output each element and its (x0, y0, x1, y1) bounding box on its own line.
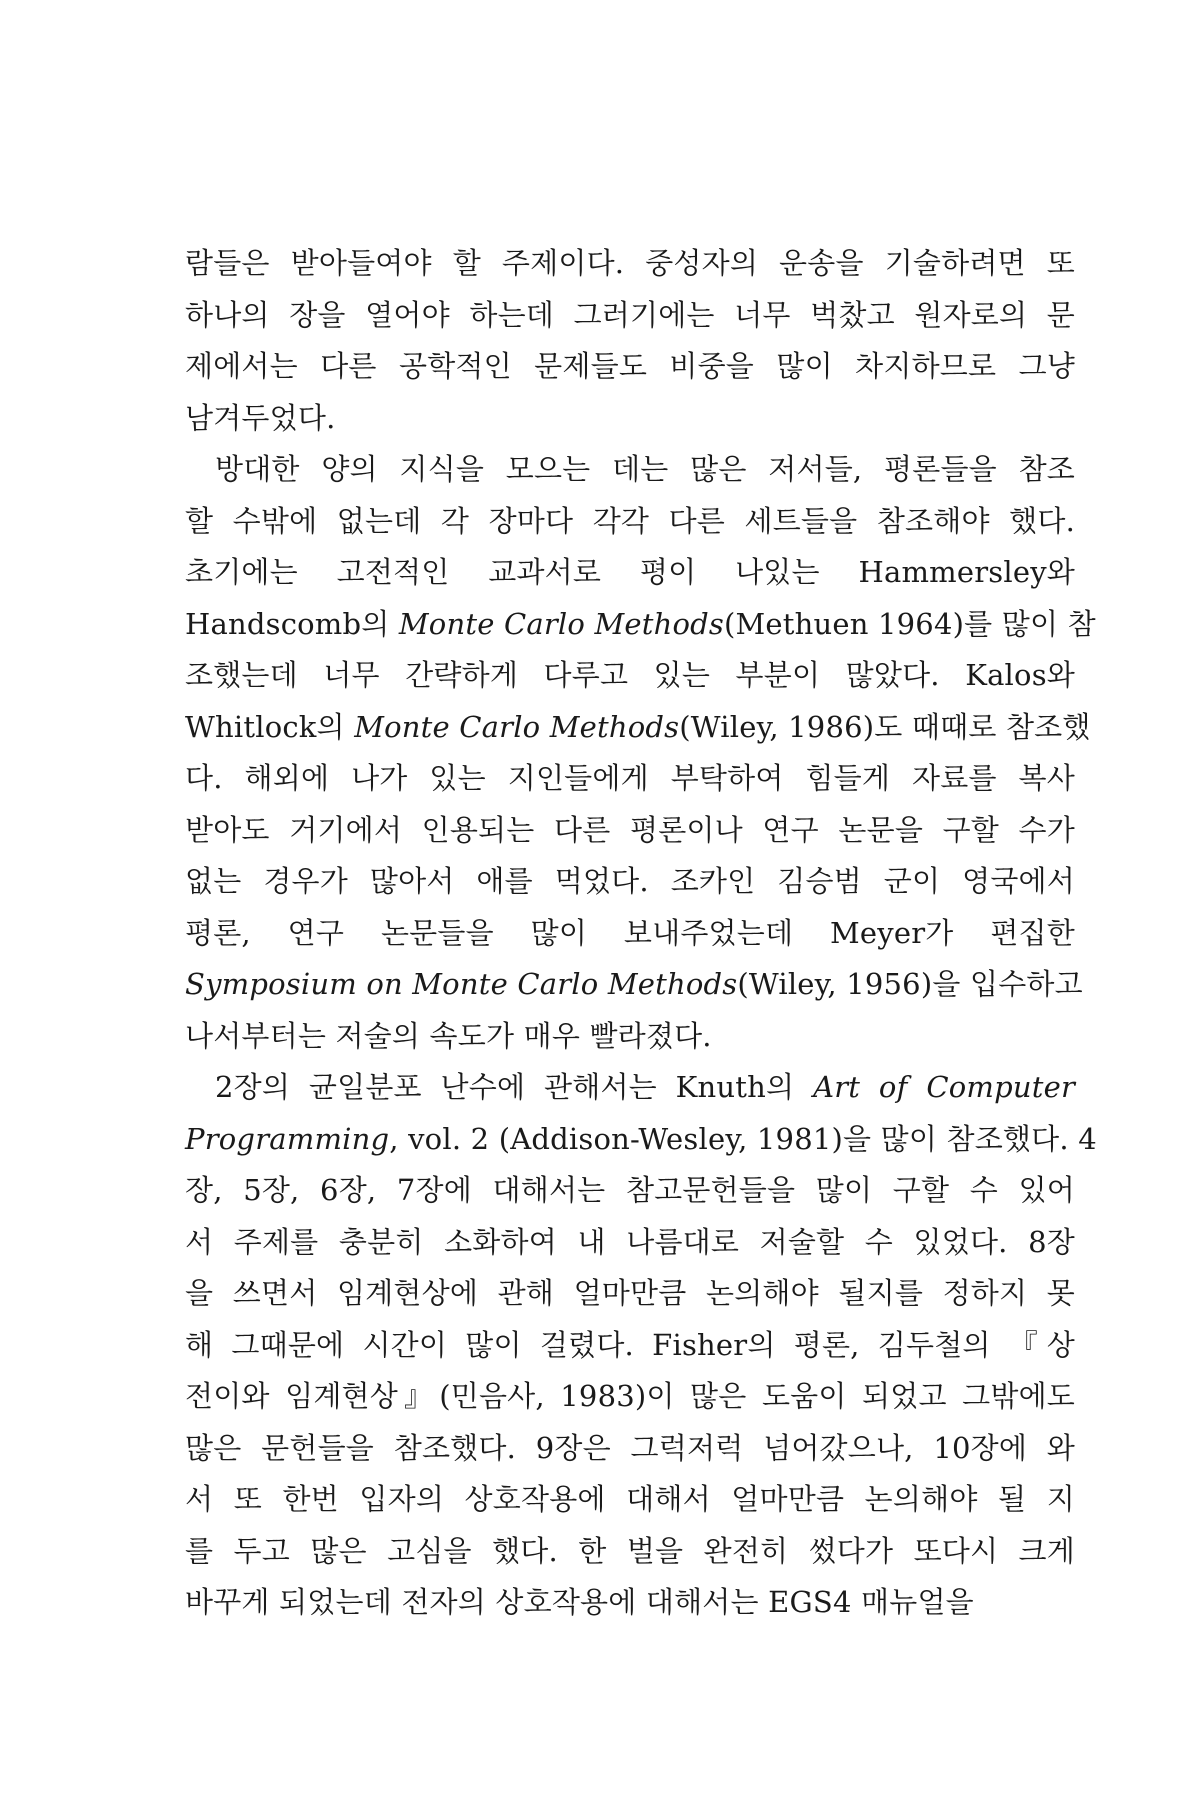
text-line (185, 341, 1075, 393)
text-run: (Methuen 1964)를 많이 참 (723, 606, 1096, 641)
text-run: 없는 경우가 많아서 애를 먹었다. 조카인 김승범 군이 영국에서 (185, 864, 1075, 898)
italic-title-text: Art of Computer (813, 1070, 1076, 1104)
text-line (185, 650, 1075, 702)
text-line (185, 547, 1075, 599)
text-line (185, 1474, 1075, 1526)
text-run: (Wiley, 1956)을 입수하고 (737, 967, 1083, 1001)
text-run: 서 또 한번 입자의 상호작용에 대해서 얼마만큼 논의해야 될 지 (185, 1482, 1075, 1516)
text-run: 을 쓰면서 임계현상에 관해 얼마만큼 논의해야 될지를 정하지 못 (185, 1276, 1075, 1310)
text-run: 2장의 균일분포 난수에 관해서는 Knuth의 (215, 1070, 814, 1104)
text-run: 를 두고 많은 고심을 했다. 한 벌을 완전히 썼다가 또다시 크게 (185, 1533, 1075, 1568)
text-run: 받아도 거기에서 인용되는 다른 평론이나 연구 논문을 구할 수가 (185, 812, 1075, 847)
text-line (185, 1217, 1075, 1269)
text-run: 할 수밖에 없는데 각 장마다 각각 다른 세트들을 참조해야 했다. (185, 503, 1075, 538)
italic-title-text: Monte Carlo Methods (354, 709, 680, 744)
text-line (185, 238, 1075, 290)
text-run: 전이와 임계현상』(민음사, 1983)이 많은 도움이 되었고 그밖에도 (185, 1379, 1075, 1413)
text-line (185, 1577, 1075, 1629)
text-line (185, 444, 1075, 496)
text-line (185, 1526, 1075, 1578)
text-run: 초기에는 고전적인 교과서로 평이 나있는 Hammersley와 (185, 555, 1075, 589)
text-line (185, 1320, 1075, 1372)
text-line (185, 1371, 1075, 1423)
text-run: 장, 5장, 6장, 7장에 대해서는 참고문헌들을 많이 구할 수 있어 (185, 1173, 1075, 1207)
text-line (185, 290, 1075, 342)
text-run: 제에서는 다른 공학적인 문제들도 비중을 많이 차지하므로 그냥 (185, 349, 1075, 383)
text-run: 조했는데 너무 간략하게 다루고 있는 부분이 많았다. Kalos와 (185, 658, 1075, 692)
text-run: 평론, 연구 논문들을 많이 보내주었는데 Meyer가 편집한 (185, 915, 1075, 950)
body-paragraph (185, 238, 1075, 444)
text-run: Handscomb의 (185, 606, 399, 641)
text-run: 서 주제를 충분히 소화하여 내 나름대로 저술할 수 있었다. 8장 (185, 1224, 1075, 1259)
text-line (185, 599, 1096, 651)
text-line (185, 959, 1083, 1011)
text-run: 남겨두었다. (185, 400, 336, 435)
text-line (185, 393, 1075, 445)
text-run: (Wiley, 1986)도 때때로 참조했 (679, 709, 1091, 744)
text-line (185, 856, 1075, 908)
body-paragraph (185, 444, 1096, 1062)
text-line (185, 1423, 1075, 1475)
text-line (185, 1268, 1075, 1320)
text-line (185, 805, 1075, 857)
body-paragraph (185, 1062, 1097, 1629)
text-line (185, 702, 1091, 754)
document-page (185, 238, 1097, 1629)
text-run: 람들은 받아들여야 할 주제이다. 중성자의 운송을 기술하려면 또 (185, 246, 1075, 280)
text-run: , vol. 2 (Addison-Wesley, 1981)을 많이 참조했다. 4 (389, 1121, 1097, 1156)
italic-title-text: Symposium on Monte Carlo Methods (185, 967, 738, 1001)
text-run: 바꾸게 되었는데 전자의 상호작용에 대해서는 EGS4 매뉴얼을 (185, 1585, 974, 1619)
text-run: Whitlock의 (185, 709, 355, 744)
italic-title-text: Monte Carlo Methods (398, 606, 724, 641)
text-line (185, 753, 1075, 805)
text-line (185, 1114, 1097, 1166)
text-line (185, 1165, 1075, 1217)
text-run: 해 그때문에 시간이 많이 걸렸다. Fisher의 평론, 김두철의 『상 (185, 1327, 1075, 1362)
text-run: 하나의 장을 열어야 하는데 그러기에는 너무 벅찼고 원자로의 문 (185, 297, 1075, 332)
text-run: 많은 문헌들을 참조했다. 9장은 그럭저럭 넘어갔으나, 10장에 와 (185, 1430, 1075, 1465)
text-run: 다. 해외에 나가 있는 지인들에게 부탁하여 힘들게 자료를 복사 (185, 761, 1075, 795)
text-line (185, 1062, 1075, 1114)
text-line (185, 908, 1075, 960)
text-run: 나서부터는 저술의 속도가 매우 빨라졌다. (185, 1018, 712, 1053)
text-line (185, 496, 1075, 548)
italic-title-text: Programming (185, 1121, 390, 1156)
text-line (185, 1011, 1075, 1063)
text-run: 방대한 양의 지식을 모으는 데는 많은 저서들, 평론들을 참조 (215, 452, 1075, 486)
